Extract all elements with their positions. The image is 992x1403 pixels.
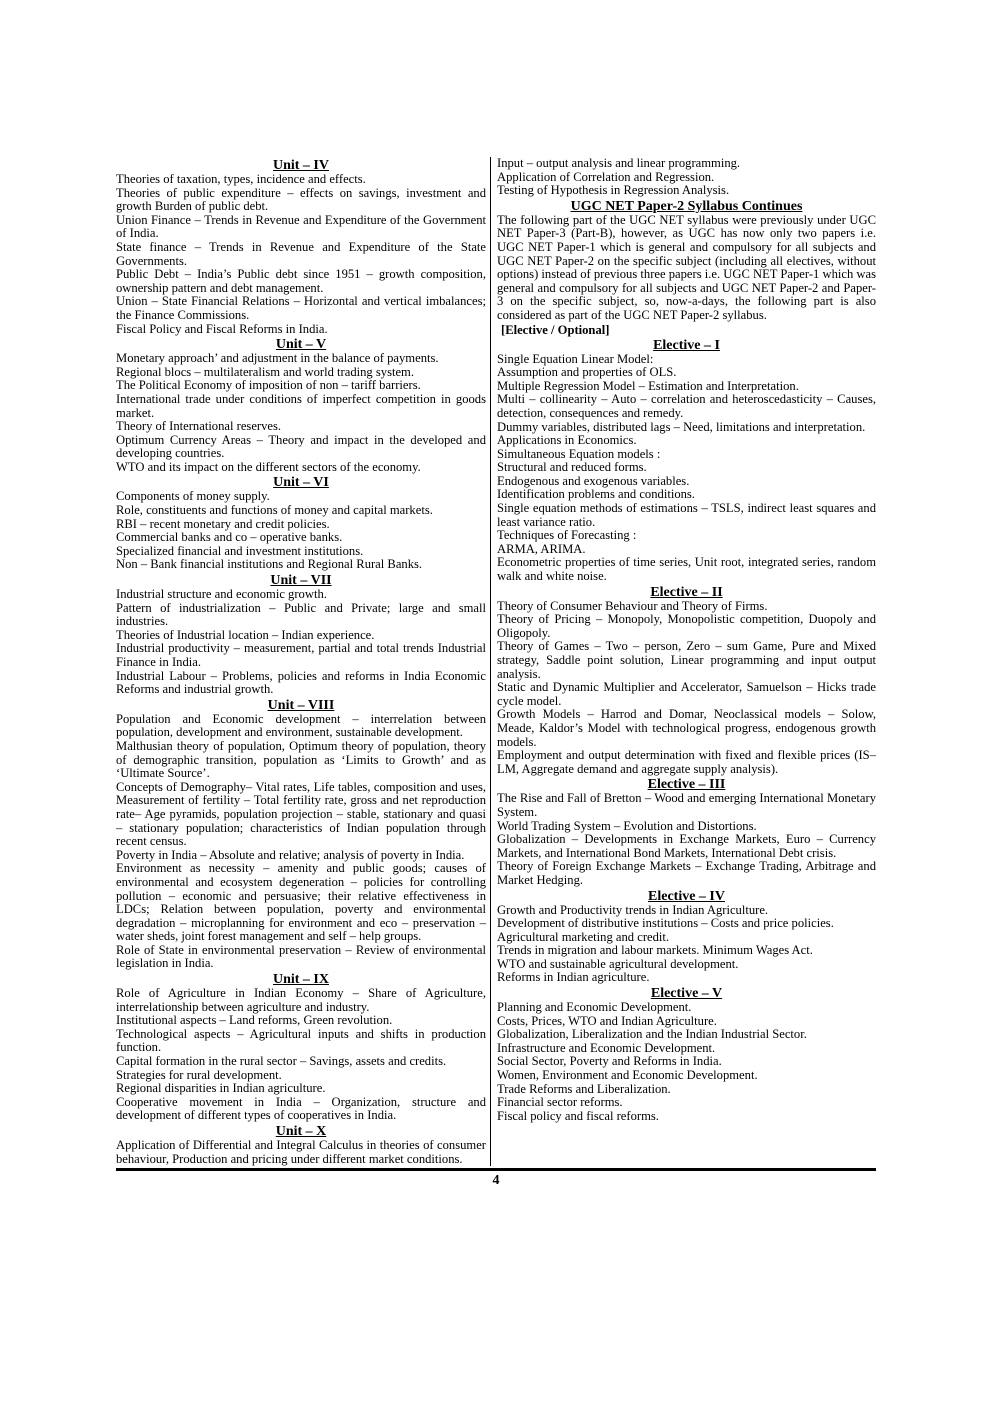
syllabus-item: Growth Models – Harrod and Domar, Neoclassical models – Solow, Meade, Kaldor’s Model with technological progress, endogenous growth models.: [497, 707, 876, 749]
elective-heading: Elective – IV: [648, 888, 725, 904]
unit-heading: Unit – IV: [272, 158, 329, 173]
syllabus-item: Non – Bank financial institutions and Regional Rural Banks.: [116, 557, 423, 572]
syllabus-item: Costs, Prices, WTO and Indian Agriculture.: [497, 1013, 717, 1028]
syllabus-item: Technological aspects – Agricultural inputs and shifts in production function.: [116, 1026, 486, 1055]
syllabus-item: Development of distributive institutions – Costs and price policies.: [497, 916, 834, 931]
syllabus-item: Dummy variables, distributed lags – Need, limitations and interpretation.: [497, 419, 866, 434]
left-column: [116, 157, 491, 1166]
syllabus-item: Endogenous and exogenous variables.: [497, 473, 690, 488]
elective-optional-note: [Elective / Optional]: [501, 322, 610, 337]
syllabus-item: WTO and sustainable agricultural development.: [497, 956, 739, 971]
syllabus-item: Infrastructure and Economic Development.: [497, 1040, 716, 1055]
syllabus-item: Cooperative movement in India – Organization, structure and development of different types of cooperatives in India.: [116, 1094, 486, 1123]
unit-heading: Unit – IX: [272, 972, 329, 988]
syllabus-item: Theory of Games – Two – person, Zero – sum Game, Pure and Mixed strategy, Saddle point solution, Linear programming and input output analysis.: [497, 639, 876, 681]
syllabus-item: ARMA, ARIMA.: [497, 541, 586, 556]
syllabus-item: Single Equation Linear Model:: [497, 351, 654, 366]
syllabus-item: The Political Economy of imposition of non – tariff barriers.: [116, 378, 421, 393]
unit-heading: Unit – X: [275, 1124, 327, 1139]
syllabus-item: Role of Agriculture in Indian Economy – Share of Agriculture, interrelationship between agriculture and industry.: [116, 986, 486, 1014]
syllabus-item: Fiscal Policy and Fiscal Reforms in India.: [116, 321, 328, 336]
syllabus-item: Multiple Regression Model – Estimation and Interpretation.: [497, 378, 799, 393]
syllabus-item: Public Debt – India’s Public debt since 1951 – growth composition, ownership pattern and debt management.: [116, 267, 486, 295]
syllabus-item: Capital formation in the rural sector – Savings, assets and credits.: [116, 1054, 447, 1069]
syllabus-item: Optimum Currency Areas – Theory and impact in the developed and developing countries.: [116, 432, 486, 461]
syllabus-continues-heading: UGC NET Paper-2 Syllabus Continues: [570, 198, 803, 214]
syllabus-item: Social Sector, Poverty and Reforms in India.: [497, 1054, 722, 1069]
syllabus-item: Fiscal policy and fiscal reforms.: [497, 1108, 659, 1123]
syllabus-item: Industrial structure and economic growth.: [116, 587, 327, 602]
syllabus-item: Role, constituents and functions of money and capital markets.: [116, 503, 433, 518]
unit-heading: Unit – VIII: [267, 697, 335, 713]
syllabus-item: Techniques of Forecasting :: [497, 528, 637, 543]
syllabus-item: Theory of Foreign Exchange Markets – Exchange Trading, Arbitrage and Market Hedging.: [497, 859, 876, 887]
syllabus-item: Pattern of industrialization – Public and Private; large and small industries.: [116, 600, 486, 629]
syllabus-item: Role of State in environmental preservation – Review of environmental legislation in India.: [116, 942, 486, 971]
syllabus-item: Theory of Pricing – Monopoly, Monopolistic competition, Duopoly and Oligopoly.: [497, 612, 876, 640]
right-column: [491, 157, 876, 1166]
syllabus-item: Identification problems and conditions.: [497, 487, 695, 502]
page-number: 4: [492, 1173, 500, 1189]
syllabus-item: Environment as necessity – amenity and public goods; causes of environmental and ecosystem degeneration – policies for controlling pollution – economic and persuasive; their relative effectiveness in LDCs; Relation between population, poverty and environmental degradation – microplanning for environment and eco – preservation – water sheds, joint forest management and self – help groups.: [116, 861, 486, 944]
syllabus-item: Theories of taxation, types, incidence and effects.: [116, 172, 366, 186]
syllabus-item: Poverty in India – Absolute and relative; analysis of poverty in India.: [116, 847, 465, 862]
syllabus-item: Econometric properties of time series, Unit root, integrated series, random walk and white noise.: [497, 555, 876, 584]
syllabus-item: Globalization – Developments in Exchange Markets, Euro – Currency Markets, and International Bond Markets, International Debt crisis.: [497, 832, 876, 860]
syllabus-item: Regional disparities in Indian agriculture.: [116, 1081, 326, 1096]
syllabus-item: Input – output analysis and linear programming.: [497, 156, 741, 170]
syllabus-item: Components of money supply.: [116, 489, 270, 504]
two-column-layout: [116, 157, 876, 1166]
syllabus-item: International trade under conditions of imperfect competition in goods market.: [116, 391, 486, 420]
syllabus-item: Globalization, Liberalization and the Indian Industrial Sector.: [497, 1027, 807, 1042]
syllabus-item: Testing of Hypothesis in Regression Analysis.: [497, 183, 730, 198]
syllabus-item: Specialized financial and investment institutions.: [116, 543, 364, 558]
syllabus-item: Monetary approach’ and adjustment in the balance of payments.: [116, 351, 439, 366]
syllabus-item: Applications in Economics.: [497, 433, 637, 448]
syllabus-item: Trends in migration and labour markets. Minimum Wages Act.: [497, 943, 813, 958]
syllabus-item: Industrial Labour – Problems, policies and reforms in India Economic Reforms and industrial growth.: [116, 668, 486, 697]
elective-heading: Elective – I: [653, 337, 720, 353]
syllabus-item: Strategies for rural development.: [116, 1067, 282, 1082]
unit-heading: Unit – V: [275, 337, 327, 353]
syllabus-item: Women, Environment and Economic Development.: [497, 1068, 758, 1083]
syllabus-item: Theory of Consumer Behaviour and Theory of Firms.: [497, 598, 768, 613]
syllabus-item: Structural and reduced forms.: [497, 460, 647, 475]
syllabus-item: Application of Differential and Integral Calculus in theories of consumer behaviour, Production and pricing under different market conditions.: [116, 1138, 486, 1166]
syllabus-item: Employment and output determination with fixed and flexible prices (IS–LM, Aggregate demand and aggregate supply analysis).: [497, 748, 876, 776]
elective-heading: Elective – III: [647, 777, 726, 793]
syllabus-item: Reforms in Indian agriculture.: [497, 970, 650, 985]
intro-items: [497, 157, 876, 198]
syllabus-item: Union Finance – Trends in Revenue and Expenditure of the Government of India.: [116, 212, 486, 241]
document-page: [116, 157, 876, 1189]
syllabus-item: Static and Dynamic Multiplier and Accelerator, Samuelson – Hicks trade cycle model.: [497, 680, 876, 708]
syllabus-item: Malthusian theory of population, Optimum theory of population, theory of demographic transition, population as ‘Limits to Growth’ and as ‘Ultimate Source’.: [116, 738, 486, 781]
syllabus-continues-paragraph: The following part of the UGC NET syllabus were previously under UGC NET Paper-3 (Part-B), however, as UGC has now only two papers i.e. UGC NET Paper-1 which is general and compulsory for all subjects and UGC NET Paper-2 on the specific subject (including all electives, without options) instead of previous three papers i.e. UGC NET Paper-1 which was general and compulsory for all subjects and UGC NET Paper-2 and Paper-3 on the specific subject, so, now-a-days, the following part is also considered as part of the UGC NET Paper-2 syllabus.: [497, 212, 876, 322]
syllabus-item: Trade Reforms and Liberalization.: [497, 1081, 671, 1096]
syllabus-item: Simultaneous Equation models :: [497, 446, 661, 461]
syllabus-item: Single equation methods of estimations – TSLS, indirect least squares and least variance ratio.: [497, 501, 876, 529]
syllabus-item: Planning and Economic Development.: [497, 1000, 692, 1015]
syllabus-item: Theory of International reserves.: [116, 419, 282, 434]
syllabus-item: Theories of Industrial location – Indian experience.: [116, 627, 375, 642]
syllabus-item: Theories of public expenditure – effects on savings, investment and growth Burden of public debt.: [116, 185, 486, 214]
syllabus-item: Population and Economic development – interrelation between population, development and environment, sustainable development.: [116, 711, 486, 740]
syllabus-item: Regional blocs – multilateralism and world trading system.: [116, 364, 415, 379]
syllabus-item: Financial sector reforms.: [497, 1095, 623, 1110]
syllabus-item: State finance – Trends in Revenue and Expenditure of the State Governments.: [116, 239, 486, 268]
syllabus-item: Assumption and properties of OLS.: [497, 365, 677, 380]
elective-heading: Elective – V: [650, 986, 723, 1002]
syllabus-item: Agricultural marketing and credit.: [497, 929, 670, 944]
syllabus-item: Industrial productivity – measurement, partial and total trends Industrial Finance in India.: [116, 641, 486, 669]
unit-heading: Unit – VI: [273, 475, 329, 491]
syllabus-item: Concepts of Demography– Vital rates, Life tables, composition and uses, Measurement of fertility – Total fertility rate, gross and net reproduction rate– Age pyramids, population projection – stable, stationary and quasi – stationary population; characteristics of Indian population through recent census.: [116, 779, 486, 849]
syllabus-item: World Trading System – Evolution and Distortions.: [497, 818, 757, 833]
syllabus-item: Union – State Financial Relations – Horizontal and vertical imbalances; the Finance Commissions.: [116, 294, 486, 322]
unit-heading: Unit – VII: [270, 573, 332, 589]
syllabus-item: RBI – recent monetary and credit policies.: [116, 516, 330, 531]
syllabus-item: Application of Correlation and Regression.: [497, 169, 715, 184]
syllabus-item: Growth and Productivity trends in Indian Agriculture.: [497, 902, 769, 917]
elective-heading: Elective – II: [650, 584, 723, 600]
syllabus-item: Commercial banks and co – operative banks.: [116, 530, 343, 545]
syllabus-item: Multi – collinearity – Auto – correlation and heteroscedasticity – Causes, detection, consequences and remedy.: [497, 392, 876, 420]
syllabus-item: The Rise and Fall of Bretton – Wood and emerging International Monetary System.: [497, 791, 876, 819]
syllabus-item: Institutional aspects – Land reforms, Green revolution.: [116, 1013, 393, 1028]
electives-list: [497, 338, 876, 1124]
syllabus-item: WTO and its impact on the different sectors of the economy.: [116, 459, 421, 474]
footer-rule: [116, 1168, 876, 1171]
